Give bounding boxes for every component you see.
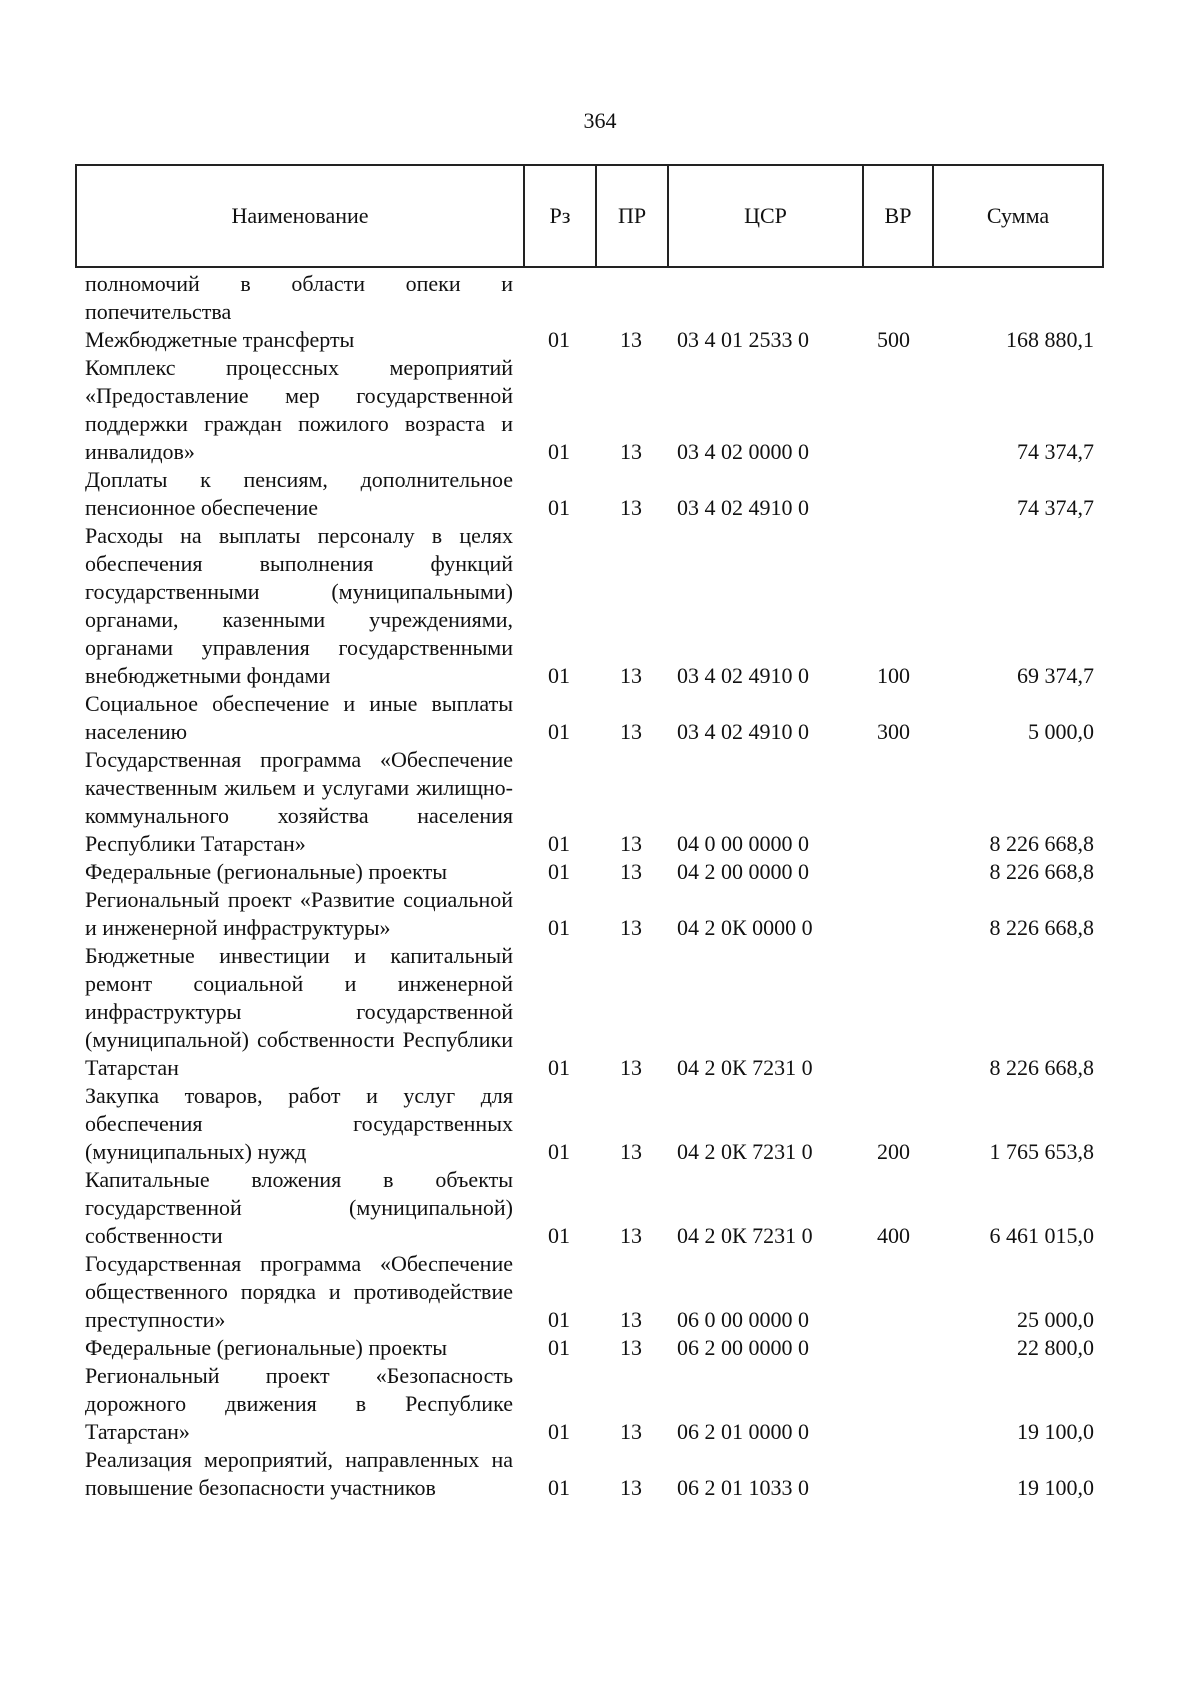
row-pr: 13 xyxy=(620,1139,642,1164)
row-name: Федеральные (региональные) проекты xyxy=(85,859,447,884)
row-name: Региональный проект «Развитие социальной и инженерной инфраструктуры» xyxy=(85,887,513,940)
row-vr xyxy=(862,746,932,858)
header-name: Наименование xyxy=(76,165,524,267)
row-name: Комплекс процессных мероприятий «Предоставление мер государственной поддержки граждан пожилого возраста и инвалидов» xyxy=(85,355,513,464)
row-pr: 13 xyxy=(620,719,642,744)
row-rz: 01 xyxy=(548,719,570,744)
row-sum: 74 374,7 xyxy=(1017,439,1094,464)
table-row xyxy=(75,270,1102,326)
row-name: Федеральные (региональные) проекты xyxy=(85,1335,447,1360)
row-pr: 13 xyxy=(620,831,642,856)
header-csr: ЦСР xyxy=(668,165,863,267)
row-name: Капитальные вложения в объекты государственной (муниципальной) собственности xyxy=(85,1167,513,1248)
row-rz: 01 xyxy=(548,1307,570,1332)
row-rz: 01 xyxy=(548,1475,570,1500)
row-vr xyxy=(862,858,932,886)
row-pr: 13 xyxy=(620,327,642,352)
header-sum: Сумма xyxy=(933,165,1103,267)
row-pr: 13 xyxy=(620,1419,642,1444)
row-vr: 500 xyxy=(877,327,910,352)
row-csr: 06 0 00 0000 0 xyxy=(677,1307,809,1332)
row-csr: 04 2 00 0000 0 xyxy=(677,859,809,884)
row-sum: 19 100,0 xyxy=(1017,1475,1094,1500)
row-pr: 13 xyxy=(620,1223,642,1248)
row-csr: 04 0 00 0000 0 xyxy=(677,831,809,856)
row-rz: 01 xyxy=(548,1139,570,1164)
header-rz: Рз xyxy=(524,165,596,267)
row-csr: 03 4 02 4910 0 xyxy=(677,663,809,688)
row-vr xyxy=(862,1362,932,1446)
row-name: Доплаты к пенсиям, дополнительное пенсионное обеспечение xyxy=(85,467,513,520)
row-name: полномочий в области опеки и попечительства xyxy=(85,271,513,324)
row-csr: 04 2 0К 0000 0 xyxy=(677,915,813,940)
table-row xyxy=(75,942,1102,1082)
row-sum: 19 100,0 xyxy=(1017,1419,1094,1444)
row-pr: 13 xyxy=(620,1307,642,1332)
row-vr xyxy=(862,942,932,1082)
row-name: Социальное обеспечение и иные выплаты населению xyxy=(85,691,513,744)
row-rz: 01 xyxy=(548,327,570,352)
row-csr: 06 2 00 0000 0 xyxy=(677,1335,809,1360)
table-row xyxy=(75,326,1102,354)
row-rz xyxy=(523,270,595,326)
table-row xyxy=(75,1446,1102,1502)
row-csr: 03 4 02 0000 0 xyxy=(677,439,809,464)
row-sum: 8 226 668,8 xyxy=(989,859,1094,884)
row-name: Бюджетные инвестиции и капитальный ремонт социальной и инженерной инфраструктуры государственной (муниципальной) собственности Республики Татарстан xyxy=(85,943,513,1080)
row-name: Расходы на выплаты персоналу в целях обеспечения выполнения функций государственными (муниципальными) органами, казенными учреждениями, органами управления государственными внебюджетными фондами xyxy=(85,523,513,688)
row-rz: 01 xyxy=(548,915,570,940)
row-csr: 06 2 01 0000 0 xyxy=(677,1419,809,1444)
header-pr: ПР xyxy=(596,165,668,267)
header-vr: ВР xyxy=(863,165,933,267)
row-sum: 74 374,7 xyxy=(1017,495,1094,520)
row-sum: 168 880,1 xyxy=(1006,327,1094,352)
row-csr: 03 4 02 4910 0 xyxy=(677,495,809,520)
table-row xyxy=(75,466,1102,522)
row-vr: 200 xyxy=(877,1139,910,1164)
row-pr: 13 xyxy=(620,495,642,520)
table-row xyxy=(75,858,1102,886)
row-pr xyxy=(595,270,667,326)
row-vr xyxy=(862,354,932,466)
row-sum: 69 374,7 xyxy=(1017,663,1094,688)
table-row xyxy=(75,354,1102,466)
row-vr: 100 xyxy=(877,663,910,688)
table-row xyxy=(75,1362,1102,1446)
row-csr: 03 4 02 4910 0 xyxy=(677,719,809,744)
table-row xyxy=(75,1166,1102,1250)
table-row xyxy=(75,1082,1102,1166)
row-sum: 8 226 668,8 xyxy=(989,915,1094,940)
row-pr: 13 xyxy=(620,439,642,464)
row-pr: 13 xyxy=(620,915,642,940)
row-rz: 01 xyxy=(548,1335,570,1360)
row-pr: 13 xyxy=(620,1055,642,1080)
table-row xyxy=(75,746,1102,858)
row-name: Государственная программа «Обеспечение общественного порядка и противодействие преступности» xyxy=(85,1251,513,1332)
page-number: 364 xyxy=(583,108,617,133)
table-row xyxy=(75,1334,1102,1362)
row-sum xyxy=(932,270,1102,326)
row-rz: 01 xyxy=(548,831,570,856)
table-row xyxy=(75,886,1102,942)
row-rz: 01 xyxy=(548,439,570,464)
table-row xyxy=(75,522,1102,690)
row-name: Реализация мероприятий, направленных на повышение безопасности участников xyxy=(85,1447,513,1500)
row-rz: 01 xyxy=(548,1055,570,1080)
row-rz: 01 xyxy=(548,495,570,520)
row-name: Межбюджетные трансферты xyxy=(85,327,355,352)
row-vr xyxy=(862,1334,932,1362)
row-sum: 8 226 668,8 xyxy=(989,831,1094,856)
row-pr: 13 xyxy=(620,663,642,688)
row-csr: 03 4 01 2533 0 xyxy=(677,327,809,352)
row-vr: 300 xyxy=(877,719,910,744)
row-pr: 13 xyxy=(620,1335,642,1360)
row-sum: 5 000,0 xyxy=(1028,719,1094,744)
row-sum: 1 765 653,8 xyxy=(989,1139,1094,1164)
row-pr: 13 xyxy=(620,859,642,884)
budget-table xyxy=(75,270,1102,1502)
row-csr xyxy=(667,270,862,326)
row-vr xyxy=(862,886,932,942)
row-name: Закупка товаров, работ и услуг для обеспечения государственных (муниципальных) нужд xyxy=(85,1083,513,1164)
row-csr: 06 2 01 1033 0 xyxy=(677,1475,809,1500)
table-header xyxy=(75,164,1104,268)
row-name: Региональный проект «Безопасность дорожного движения в Республике Татарстан» xyxy=(85,1363,513,1444)
row-vr xyxy=(862,1446,932,1502)
row-sum: 6 461 015,0 xyxy=(989,1223,1094,1248)
row-name: Государственная программа «Обеспечение качественным жильем и услугами жилищно-коммунального хозяйства населения Республики Татарстан» xyxy=(85,747,513,856)
table-row xyxy=(75,690,1102,746)
row-sum: 25 000,0 xyxy=(1017,1307,1094,1332)
row-csr: 04 2 0К 7231 0 xyxy=(677,1055,813,1080)
row-sum: 8 226 668,8 xyxy=(989,1055,1094,1080)
table-row xyxy=(75,1250,1102,1334)
row-sum: 22 800,0 xyxy=(1017,1335,1094,1360)
row-csr: 04 2 0К 7231 0 xyxy=(677,1223,813,1248)
row-csr: 04 2 0К 7231 0 xyxy=(677,1139,813,1164)
row-vr xyxy=(862,466,932,522)
row-vr: 400 xyxy=(877,1223,910,1248)
row-vr xyxy=(862,1250,932,1334)
row-vr xyxy=(862,270,932,326)
row-rz: 01 xyxy=(548,1419,570,1444)
row-rz: 01 xyxy=(548,1223,570,1248)
row-rz: 01 xyxy=(548,859,570,884)
row-rz: 01 xyxy=(548,663,570,688)
row-pr: 13 xyxy=(620,1475,642,1500)
